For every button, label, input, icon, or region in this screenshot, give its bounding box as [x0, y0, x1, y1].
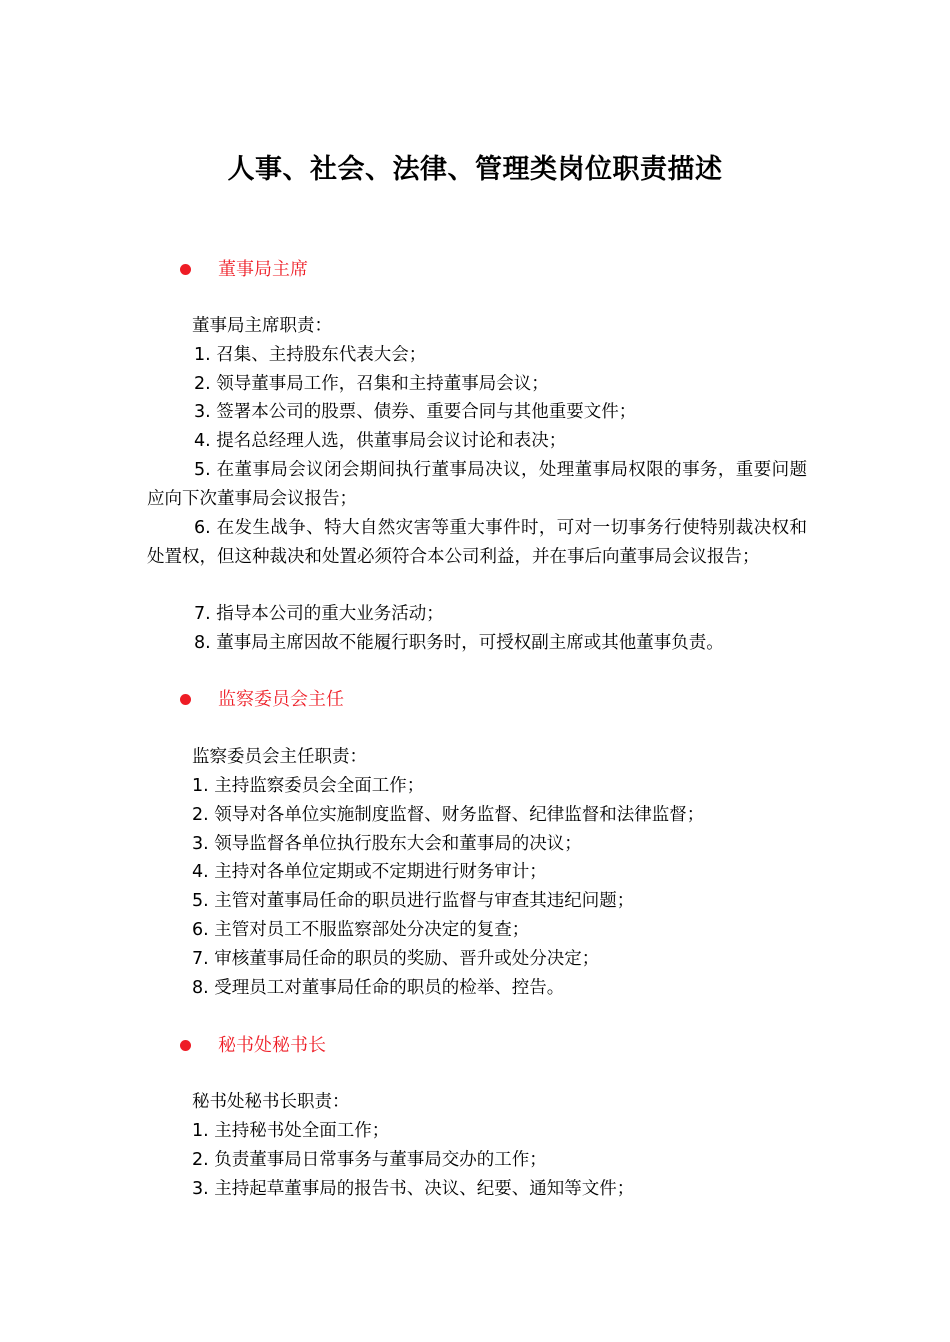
list-item: 2. 领导董事局工作，召集和主持董事局会议； [194, 374, 549, 394]
list-item: 5. 主管对董事局任命的职员进行监督与审查其违纪问题； [192, 891, 635, 911]
list-item: 3. 领导监督各单位执行股东大会和董事局的决议； [192, 834, 582, 854]
list-item: 5. 在董事局会议闭会期间执行董事局决议，处理董事局权限的事务，重要问题应向下次董事局会议报告； [147, 460, 807, 509]
list-item: 3. 主持起草董事局的报告书、决议、纪要、通知等文件； [192, 1179, 635, 1199]
section-title: 董事局主席 [218, 259, 308, 280]
section-intro: 董事局主席职责： [192, 316, 332, 336]
list-item: 6. 在发生战争、特大自然灾害等重大事件时，可对一切事务行使特别裁决权和处置权，但这种裁决和处置必须符合本公司利益，并在事后向董事局会议报告； [147, 518, 807, 567]
page-title: 人事、社会、法律、管理类岗位职责描述 [227, 154, 723, 185]
list-item: 1. 主持监察委员会全面工作； [192, 776, 425, 796]
section-title: 秘书处秘书长 [218, 1035, 326, 1056]
list-item: 2. 负责董事局日常事务与董事局交办的工作； [192, 1150, 547, 1170]
list-item: 2. 领导对各单位实施制度监督、财务监督、纪律监督和法律监督； [192, 805, 705, 825]
list-item: 4. 提名总经理人选，供董事局会议讨论和表决； [194, 431, 567, 451]
list-item: 6. 主管对员工不服监察部处分决定的复查； [192, 920, 530, 940]
section-title: 监察委员会主任 [218, 689, 344, 710]
section-intro: 监察委员会主任职责： [192, 747, 367, 767]
list-item: 7. 指导本公司的重大业务活动； [194, 604, 444, 624]
list-item: 4. 主持对各单位定期或不定期进行财务审计； [192, 862, 547, 882]
list-item: 1. 召集、主持股东代表大会； [194, 345, 427, 365]
section-intro: 秘书处秘书长职责： [192, 1092, 350, 1112]
list-item: 8. 董事局主席因故不能履行职务时，可授权副主席或其他董事负责。 [194, 633, 724, 653]
list-item: 1. 主持秘书处全面工作； [192, 1121, 390, 1141]
list-item: 8. 受理员工对董事局任命的职员的检举、控告。 [192, 978, 565, 998]
bullet-icon [180, 1040, 191, 1051]
bullet-icon [180, 694, 191, 705]
list-item: 3. 签署本公司的股票、债券、重要合同与其他重要文件； [194, 402, 637, 422]
bullet-icon [180, 264, 191, 275]
list-item: 7. 审核董事局任命的职员的奖励、晋升或处分决定； [192, 949, 600, 969]
